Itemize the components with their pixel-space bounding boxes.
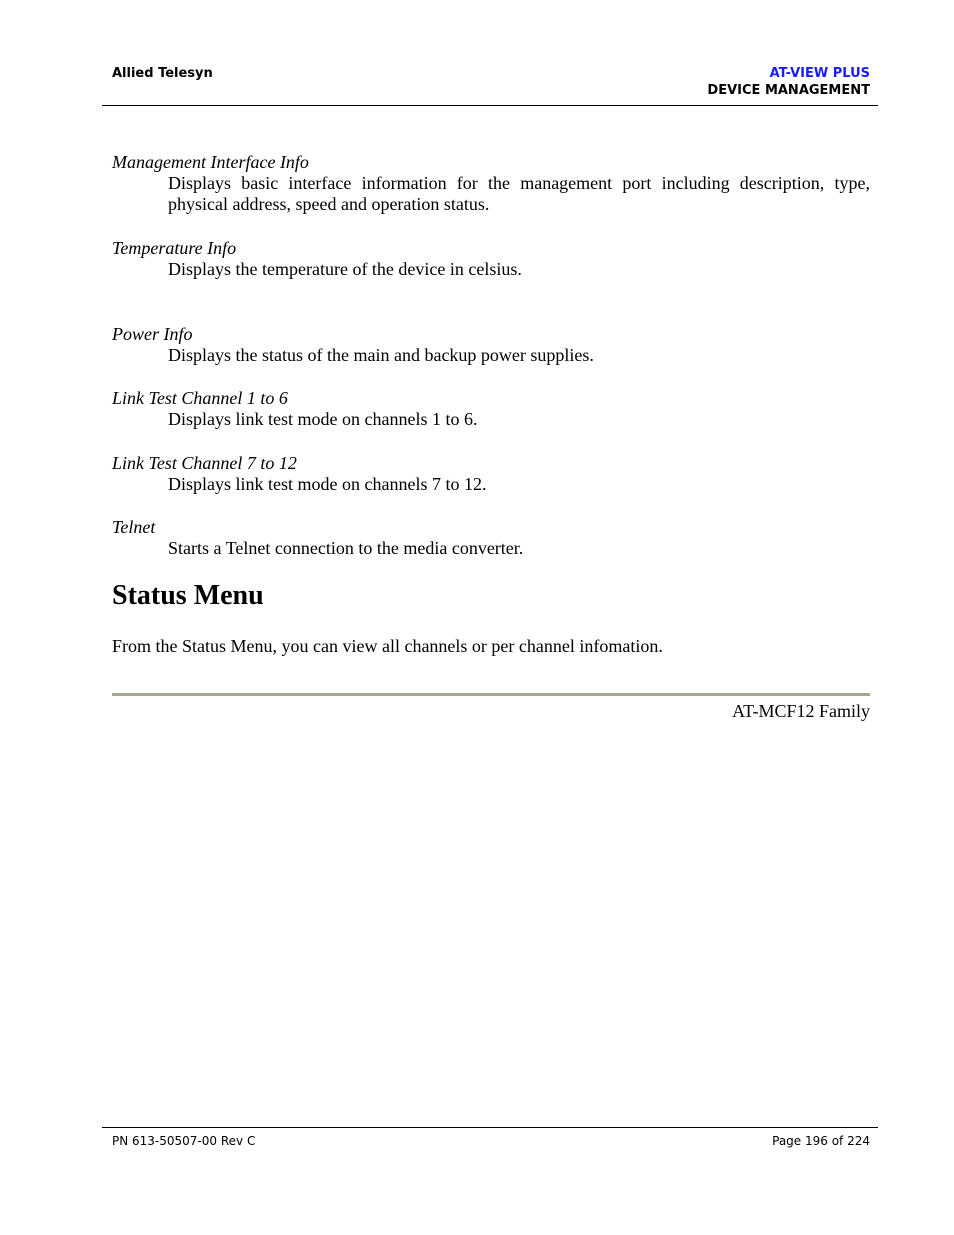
entry-term: Power Info xyxy=(112,324,193,344)
entry-description: Displays basic interface information for the management port including description, type, physical address, speed and operation status. xyxy=(168,173,870,214)
entry-description: Starts a Telnet connection to the media converter. xyxy=(168,538,524,558)
entry-link-test-1-6 xyxy=(112,388,870,430)
product-family: AT-MCF12 Family xyxy=(732,701,870,721)
entry-description: Displays the status of the main and backup power supplies. xyxy=(168,345,594,365)
page-header xyxy=(102,60,878,106)
entry-management-interface-info xyxy=(112,152,870,215)
page-footer xyxy=(102,1127,878,1148)
entry-temperature-info xyxy=(112,238,870,280)
section-divider xyxy=(112,693,870,696)
status-menu-intro: From the Status Menu, you can view all channels or per channel infomation. xyxy=(112,636,663,656)
part-number: PN 613-50507-00 Rev C xyxy=(112,1134,256,1148)
page-number: Page 196 of 224 xyxy=(772,1134,870,1148)
entry-telnet xyxy=(112,517,870,559)
status-menu-heading: Status Menu xyxy=(112,580,264,611)
entry-term: Management Interface Info xyxy=(112,152,309,172)
product-name: AT-VIEW PLUS xyxy=(769,66,870,81)
company-name: Allied Telesyn xyxy=(112,66,213,81)
entry-term: Link Test Channel 7 to 12 xyxy=(112,453,297,473)
entry-term: Temperature Info xyxy=(112,238,237,258)
section-name: DEVICE MANAGEMENT xyxy=(707,83,870,98)
entry-term: Telnet xyxy=(112,517,156,537)
entry-link-test-7-12 xyxy=(112,453,870,495)
entry-description: Displays link test mode on channels 1 to 6. xyxy=(168,409,478,429)
entry-description: Displays the temperature of the device in celsius. xyxy=(168,259,522,279)
entry-description: Displays link test mode on channels 7 to 12. xyxy=(168,474,487,494)
entry-term: Link Test Channel 1 to 6 xyxy=(112,388,288,408)
entry-power-info xyxy=(112,324,870,366)
